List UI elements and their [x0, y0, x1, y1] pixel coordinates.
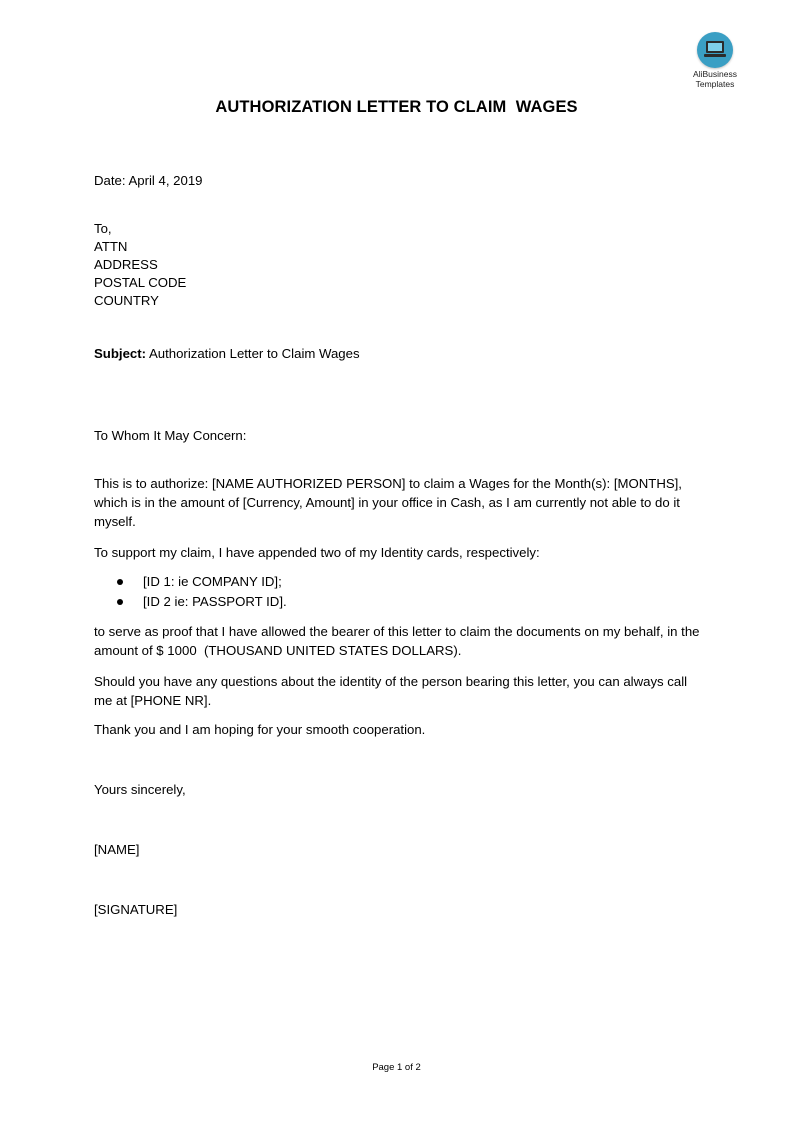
signature-placeholder: [SIGNATURE]	[94, 902, 178, 917]
address-line: To,	[94, 221, 112, 236]
address-line: ADDRESS	[94, 257, 158, 272]
bullet-icon	[117, 599, 123, 605]
body-paragraph-3: to serve as proof that I have allowed the bearer of this letter to claim the documents on my behalf, in the amount of $ 1000 (THOUSAND UNITED STATES DOLLARS).	[94, 624, 704, 658]
list-item-text: [ID 1: ie COMPANY ID];	[143, 574, 282, 589]
subject-line	[94, 345, 360, 363]
list-item	[94, 592, 287, 612]
subject-label: Subject:	[94, 346, 147, 361]
recipient-address	[94, 220, 186, 310]
laptop-icon	[697, 32, 733, 68]
list-item-text: [ID 2 ie: PASSPORT ID].	[143, 594, 287, 609]
list-item	[94, 572, 287, 592]
body-paragraph-5: Thank you and I am hoping for your smooth cooperation.	[94, 722, 426, 737]
address-line: COUNTRY	[94, 293, 159, 308]
bullet-icon	[117, 579, 123, 585]
address-line: ATTN	[94, 239, 128, 254]
id-list	[94, 572, 287, 612]
page-number: Page 1 of 2	[372, 1062, 421, 1073]
body-paragraph-4: Should you have any questions about the identity of the person bearing this letter, you can always call me at [PHONE NR].	[94, 674, 688, 708]
address-line: POSTAL CODE	[94, 275, 187, 290]
logo-text	[682, 70, 748, 89]
document-title: AUTHORIZATION LETTER TO CLAIM WAGES	[215, 98, 578, 116]
logo-line-2: Templates	[695, 78, 735, 89]
salutation: To Whom It May Concern:	[94, 428, 247, 443]
sender-name: [NAME]	[94, 842, 140, 857]
body-paragraph-2: To support my claim, I have appended two of my Identity cards, respectively:	[94, 545, 540, 560]
closing: Yours sincerely,	[94, 782, 186, 797]
body-paragraph-1: This is to authorize: [NAME AUTHORIZED PERSON] to claim a Wages for the Month(s): [MONTHS], which is in the amount of [Currency, Amount] in your office in Cash, as I am currently not able to do it myself.	[94, 476, 682, 529]
logo-line-1: AliBusiness	[693, 69, 737, 79]
subject-text: Authorization Letter to Claim Wages	[146, 346, 360, 361]
letter-date: Date: April 4, 2019	[94, 173, 203, 188]
brand-logo	[682, 32, 748, 89]
